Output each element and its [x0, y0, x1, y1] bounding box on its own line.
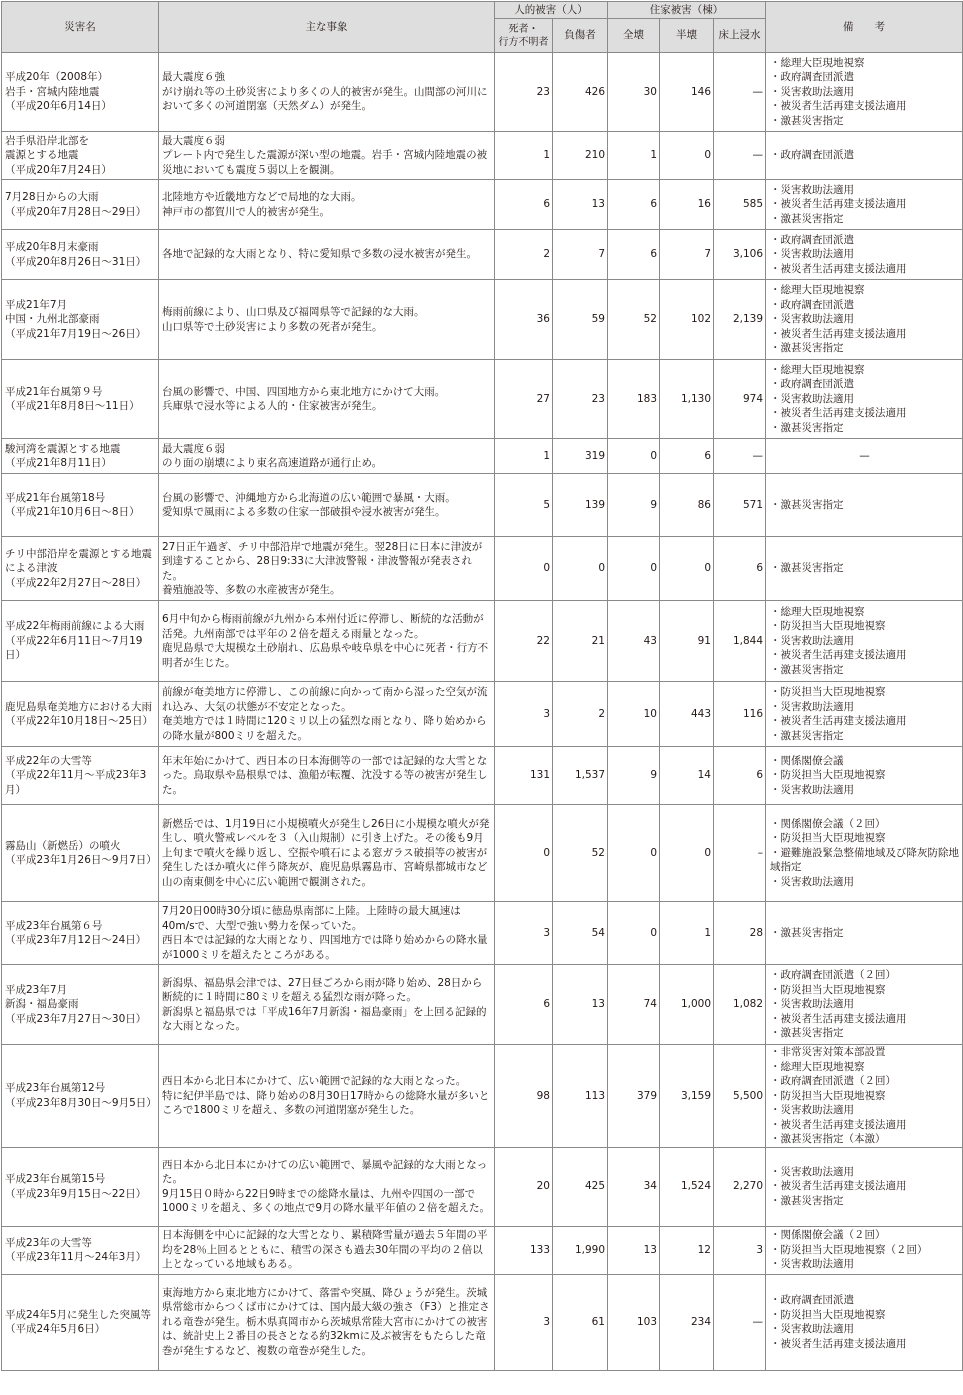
table-row [2, 1045, 963, 1148]
half-destruction-cell: 0 [660, 537, 714, 601]
inundation-cell: 2,139 [714, 280, 766, 360]
table-row [2, 537, 963, 601]
dead-missing-cell: 98 [495, 1045, 553, 1148]
half-destruction-cell: 443 [660, 682, 714, 747]
main-events-cell: 7月20日00時30分頃に徳島県南部に上陸。上陸時の最大風速は40m/sで、大型で強い勢力を保っていた。 西日本では記録的な大雨となり、四国地方では降り始めからの降水量が1000ミリを超えたところがある。 [159, 902, 495, 965]
table-row [2, 601, 963, 682]
injured-cell: 23 [553, 360, 608, 439]
inundation-cell: 1,844 [714, 601, 766, 682]
dead-missing-cell: 3 [495, 682, 553, 747]
injured-cell: 319 [553, 439, 608, 474]
half-destruction-cell: 16 [660, 180, 714, 230]
remarks-cell: ・政府調査団派遣 [766, 132, 963, 180]
remarks-cell: ・政府調査団派遣（２回） ・防災担当大臣現地視察 ・災害救助法適用 ・被災者生活再建支援法適用 ・激甚災害指定 [766, 965, 963, 1045]
table-row [2, 230, 963, 280]
table-row [2, 132, 963, 180]
main-events-cell: 新潟県、福島県会津では、27日昼ごろから雨が降り始め、28日から断続的に１時間に80ミリを超える猛烈な雨が降った。 新潟県と福島県では「平成16年7月新潟・福島豪雨」を上回る記録的な大雨となった。 [159, 965, 495, 1045]
half-destruction-cell: 1,524 [660, 1147, 714, 1226]
remarks-cell: ・総理大臣現地視察 ・政府調査団派遣 ・災害救助法適用 ・被災者生活再建支援法適用 ・激甚災害指定 [766, 280, 963, 360]
total-destruction-cell: 0 [608, 537, 660, 601]
inundation-cell: 3 [714, 1226, 766, 1274]
dead-missing-cell: 27 [495, 360, 553, 439]
half-destruction-cell: 234 [660, 1274, 714, 1370]
disaster-name-cell: 平成23年7月 新潟・福島豪雨 （平成23年7月27日～30日） [2, 965, 159, 1045]
table-row [2, 965, 963, 1045]
main-events-cell: 27日正午過ぎ、チリ中部沿岸で地震が発生。翌28日に日本に津波が到達することから、28日9:33に大津波警報・津波警報が発表された。 養殖施設等、多数の水産被害が発生。 [159, 537, 495, 601]
total-destruction-cell: 52 [608, 280, 660, 360]
half-destruction-cell: 0 [660, 805, 714, 902]
remarks-cell: ・政府調査団派遣 ・災害救助法適用 ・被災者生活再建支援法適用 [766, 230, 963, 280]
injured-cell: 2 [553, 682, 608, 747]
disaster-name-cell: 7月28日からの大雨 （平成20年7月28日～29日） [2, 180, 159, 230]
dead-missing-cell: 3 [495, 902, 553, 965]
header-human-damage: 人的被害（人） [495, 2, 608, 19]
disaster-name-cell: 平成21年7月 中国・九州北部豪雨 （平成21年7月19日～26日） [2, 280, 159, 360]
dead-missing-cell: 20 [495, 1147, 553, 1226]
dead-missing-cell: 1 [495, 439, 553, 474]
inundation-cell: 585 [714, 180, 766, 230]
total-destruction-cell: 9 [608, 747, 660, 805]
inundation-cell: — [714, 53, 766, 132]
header-housing-damage: 住家被害（棟） [608, 2, 766, 19]
remarks-cell: ・総理大臣現地視察 ・政府調査団派遣 ・災害救助法適用 ・被災者生活再建支援法適用 ・激甚災害指定 [766, 53, 963, 132]
main-events-cell: 各地で記録的な大雨となり、特に愛知県で多数の浸水被害が発生。 [159, 230, 495, 280]
injured-cell: 1,990 [553, 1226, 608, 1274]
remarks-cell: ・災害救助法適用 ・被災者生活再建支援法適用 ・激甚災害指定 [766, 1147, 963, 1226]
inundation-cell: 1,082 [714, 965, 766, 1045]
total-destruction-cell: 74 [608, 965, 660, 1045]
injured-cell: 13 [553, 180, 608, 230]
table-row [2, 180, 963, 230]
main-events-cell: 日本海側を中心に記録的な大雪となり、累積降雪量が過去５年間の平均を28％上回るとともに、積雪の深さも過去30年間の平均の２倍以上となっている地域もある。 [159, 1226, 495, 1274]
remarks-cell: ・関係閣僚会議（２回） ・防災担当大臣現地視察（２回） ・災害救助法適用 [766, 1226, 963, 1274]
table-row [2, 439, 963, 474]
injured-cell: 1,537 [553, 747, 608, 805]
disaster-name-cell: 霧島山（新燃岳）の噴火 （平成23年1月26日～9月7日） [2, 805, 159, 902]
header-dead-missing: 死者・ 行方不明者 [495, 19, 553, 53]
injured-cell: 21 [553, 601, 608, 682]
table-row [2, 682, 963, 747]
header-injured: 負傷者 [553, 19, 608, 53]
dead-missing-cell: 131 [495, 747, 553, 805]
total-destruction-cell: 6 [608, 230, 660, 280]
inundation-cell: 5,500 [714, 1045, 766, 1148]
half-destruction-cell: 86 [660, 474, 714, 537]
main-events-cell: 最大震度６強 がけ崩れ等の土砂災害により多くの人的被害が発生。山間部の河川において多くの河道閉塞（天然ダム）が発生。 [159, 53, 495, 132]
injured-cell: 54 [553, 902, 608, 965]
remarks-cell: ・政府調査団派遣 ・防災担当大臣現地視察 ・災害救助法適用 ・被災者生活再建支援法適用 [766, 1274, 963, 1370]
injured-cell: 0 [553, 537, 608, 601]
dead-missing-cell: 6 [495, 965, 553, 1045]
total-destruction-cell: 30 [608, 53, 660, 132]
total-destruction-cell: 0 [608, 902, 660, 965]
table-row [2, 474, 963, 537]
main-events-cell: 新燃岳では、1月19日に小規模噴火が発生し26日に小規模な噴火が発生し、噴火警戒レベルを３（入山規制）に引き上げた。その後も9月上旬まで噴火を繰り返し、空振や噴石による窓ガラス破損等の被害が発生したほか噴火に伴う降灰が、鹿児島県霧島市、宮崎県都城市など山の南東側を中心に広い範囲で観測された。 [159, 805, 495, 902]
inundation-cell: 28 [714, 902, 766, 965]
injured-cell: 139 [553, 474, 608, 537]
half-destruction-cell: 1,130 [660, 360, 714, 439]
dead-missing-cell: 0 [495, 537, 553, 601]
remarks-cell: ・災害救助法適用 ・被災者生活再建支援法適用 ・激甚災害指定 [766, 180, 963, 230]
main-events-cell: 北陸地方や近畿地方などで局地的な大雨。 神戸市の都賀川で人的被害が発生。 [159, 180, 495, 230]
table-row [2, 747, 963, 805]
remarks-cell: ・激甚災害指定 [766, 537, 963, 601]
half-destruction-cell: 12 [660, 1226, 714, 1274]
table-row [2, 280, 963, 360]
table-row [2, 1274, 963, 1370]
table-row [2, 1147, 963, 1226]
inundation-cell: 6 [714, 537, 766, 601]
half-destruction-cell: 0 [660, 132, 714, 180]
table-row [2, 805, 963, 902]
total-destruction-cell: 13 [608, 1226, 660, 1274]
remarks-cell: ・総理大臣現地視察 ・防災担当大臣現地視察 ・災害救助法適用 ・被災者生活再建支援法適用 ・激甚災害指定 [766, 601, 963, 682]
remarks-cell: — [766, 439, 963, 474]
total-destruction-cell: 43 [608, 601, 660, 682]
remarks-cell: ・激甚災害指定 [766, 474, 963, 537]
dead-missing-cell: 133 [495, 1226, 553, 1274]
total-destruction-cell: 0 [608, 439, 660, 474]
total-destruction-cell: 9 [608, 474, 660, 537]
table-row [2, 1226, 963, 1274]
disaster-name-cell: 平成21年台風第９号 （平成21年8月8日～11日） [2, 360, 159, 439]
main-events-cell: 台風の影響で、沖縄地方から北海道の広い範囲で暴風・大雨。 愛知県で風雨による多数の住家一部破損や浸水被害が発生。 [159, 474, 495, 537]
half-destruction-cell: 6 [660, 439, 714, 474]
main-events-cell: 西日本から北日本にかけての広い範囲で、暴風や記録的な大雨となった。 9月15日０時から22日9時までの総降水量は、九州や四国の一部で1000ミリを超え、多くの地点で9月の降水量平年値の２倍を超えた。 [159, 1147, 495, 1226]
header-disaster-name: 災害名 [2, 2, 159, 53]
disaster-name-cell: 平成24年5月に発生した突風等 （平成24年5月6日） [2, 1274, 159, 1370]
total-destruction-cell: 6 [608, 180, 660, 230]
injured-cell: 7 [553, 230, 608, 280]
main-events-cell: 西日本から北日本にかけて、広い範囲で記録的な大雨となった。 特に紀伊半島では、降り始めの8月30日17時からの総降水量が多いところで1800ミリを超え、多数の河道閉塞が発生した。 [159, 1045, 495, 1148]
remarks-cell: ・激甚災害指定 [766, 902, 963, 965]
dead-missing-cell: 0 [495, 805, 553, 902]
disaster-name-cell: 平成23年台風第12号 （平成23年8月30日～9月5日） [2, 1045, 159, 1148]
inundation-cell: 6 [714, 747, 766, 805]
inundation-cell: – [714, 805, 766, 902]
half-destruction-cell: 102 [660, 280, 714, 360]
header-inundation: 床上浸水 [714, 19, 766, 53]
header-total-destruction: 全壊 [608, 19, 660, 53]
remarks-cell: ・防災担当大臣現地視察 ・災害救助法適用 ・被災者生活再建支援法適用 ・激甚災害指定 [766, 682, 963, 747]
remarks-cell: ・総理大臣現地視察 ・政府調査団派遣 ・災害救助法適用 ・被災者生活再建支援法適用 ・激甚災害指定 [766, 360, 963, 439]
table-row [2, 53, 963, 132]
half-destruction-cell: 1,000 [660, 965, 714, 1045]
injured-cell: 13 [553, 965, 608, 1045]
disaster-name-cell: 平成20年（2008年） 岩手・宮城内陸地震 （平成20年6月14日） [2, 53, 159, 132]
main-events-cell: 台風の影響で、中国、四国地方から東北地方にかけて大雨。 兵庫県で浸水等による人的・住家被害が発生。 [159, 360, 495, 439]
half-destruction-cell: 91 [660, 601, 714, 682]
main-events-cell: 梅雨前線により、山口県及び福岡県等で記録的な大雨。 山口県等で土砂災害により多数の死者が発生。 [159, 280, 495, 360]
half-destruction-cell: 3,159 [660, 1045, 714, 1148]
inundation-cell: 974 [714, 360, 766, 439]
half-destruction-cell: 146 [660, 53, 714, 132]
main-events-cell: 年末年始にかけて、西日本の日本海側等の一部では記録的な大雪となった。鳥取県や島根県では、漁船が転覆、沈没する等の被害が発生した。 [159, 747, 495, 805]
header-remarks: 備 考 [766, 2, 963, 53]
inundation-cell: — [714, 1274, 766, 1370]
main-events-cell: 最大震度６弱 プレート内で発生した震源が深い型の地震。岩手・宮城内陸地震の被災地においても震度５弱以上を観測。 [159, 132, 495, 180]
table-row [2, 902, 963, 965]
injured-cell: 426 [553, 53, 608, 132]
dead-missing-cell: 5 [495, 474, 553, 537]
main-events-cell: 6月中旬から梅雨前線が九州から本州付近に停滞し、断続的な活動が活発。九州南部では平年の２倍を超える雨量となった。 鹿児島県で大規模な土砂崩れ、広島県や岐阜県を中心に死者・行方不明者が生じた。 [159, 601, 495, 682]
injured-cell: 425 [553, 1147, 608, 1226]
total-destruction-cell: 1 [608, 132, 660, 180]
remarks-cell: ・関係閣僚会議 ・防災担当大臣現地視察 ・災害救助法適用 [766, 747, 963, 805]
disaster-table [1, 1, 963, 1371]
dead-missing-cell: 6 [495, 180, 553, 230]
injured-cell: 210 [553, 132, 608, 180]
header-half-destruction: 半壊 [660, 19, 714, 53]
total-destruction-cell: 103 [608, 1274, 660, 1370]
inundation-cell: — [714, 439, 766, 474]
total-destruction-cell: 183 [608, 360, 660, 439]
disaster-name-cell: 鹿児島県奄美地方における大雨 （平成22年10月18日～25日） [2, 682, 159, 747]
main-events-cell: 東海地方から東北地方にかけて、落雷や突風、降ひょうが発生。茨城県常総市からつくば市にかけては、国内最大級の強さ（F3）と推定される竜巻が発生。栃木県真岡市から茨城県常陸大宮市にかけての被害は、統計史上２番目の長さとなる約32kmに及ぶ被害をもたらした竜巻が発生するなど、複数の竜巻が発生した。 [159, 1274, 495, 1370]
injured-cell: 59 [553, 280, 608, 360]
disaster-name-cell: 岩手県沿岸北部を 震源とする地震 （平成20年7月24日） [2, 132, 159, 180]
disaster-name-cell: 駿河湾を震源とする地震 （平成21年8月11日） [2, 439, 159, 474]
injured-cell: 52 [553, 805, 608, 902]
dead-missing-cell: 1 [495, 132, 553, 180]
disaster-name-cell: 平成20年8月末豪雨 （平成20年8月26日～31日） [2, 230, 159, 280]
disaster-name-cell: 平成23年台風第15号 （平成23年9月15日～22日） [2, 1147, 159, 1226]
inundation-cell: 571 [714, 474, 766, 537]
total-destruction-cell: 379 [608, 1045, 660, 1148]
total-destruction-cell: 0 [608, 805, 660, 902]
main-events-cell: 最大震度６弱 のり面の崩壊により東名高速道路が通行止め。 [159, 439, 495, 474]
half-destruction-cell: 1 [660, 902, 714, 965]
dead-missing-cell: 3 [495, 1274, 553, 1370]
inundation-cell: — [714, 132, 766, 180]
inundation-cell: 2,270 [714, 1147, 766, 1226]
dead-missing-cell: 23 [495, 53, 553, 132]
injured-cell: 61 [553, 1274, 608, 1370]
injured-cell: 113 [553, 1045, 608, 1148]
total-destruction-cell: 10 [608, 682, 660, 747]
disaster-name-cell: 平成22年の大雪等 （平成22年11月～平成23年3月） [2, 747, 159, 805]
disaster-name-cell: 平成23年台風第６号 （平成23年7月12日～24日） [2, 902, 159, 965]
disaster-name-cell: チリ中部沿岸を震源とする地震による津波 （平成22年2月27日～28日） [2, 537, 159, 601]
table-row [2, 360, 963, 439]
dead-missing-cell: 2 [495, 230, 553, 280]
inundation-cell: 3,106 [714, 230, 766, 280]
main-events-cell: 前線が奄美地方に停滞し、この前線に向かって南から湿った空気が流れ込み、大気の状態が不安定となった。 奄美地方では１時間に120ミリ以上の猛烈な雨となり、降り始めからの降水量が800ミリを超えた。 [159, 682, 495, 747]
disaster-name-cell: 平成22年梅雨前線による大雨 （平成22年6月11日～7月19日） [2, 601, 159, 682]
half-destruction-cell: 14 [660, 747, 714, 805]
remarks-cell: ・関係閣僚会議（２回） ・防災担当大臣現地視察 ・避難施設緊急整備地域及び降灰防除地域指定 ・災害救助法適用 [766, 805, 963, 902]
total-destruction-cell: 34 [608, 1147, 660, 1226]
half-destruction-cell: 7 [660, 230, 714, 280]
dead-missing-cell: 22 [495, 601, 553, 682]
remarks-cell: ・非常災害対策本部設置 ・総理大臣現地視察 ・政府調査団派遣（２回） ・防災担当大臣現地視察 ・災害救助法適用 ・被災者生活再建支援法適用 ・激甚災害指定（本激） [766, 1045, 963, 1148]
dead-missing-cell: 36 [495, 280, 553, 360]
disaster-name-cell: 平成23年の大雪等 （平成23年11月～24年3月） [2, 1226, 159, 1274]
inundation-cell: 116 [714, 682, 766, 747]
header-main-events: 主な事象 [159, 2, 495, 53]
disaster-name-cell: 平成21年台風第18号 （平成21年10月6日～8日） [2, 474, 159, 537]
